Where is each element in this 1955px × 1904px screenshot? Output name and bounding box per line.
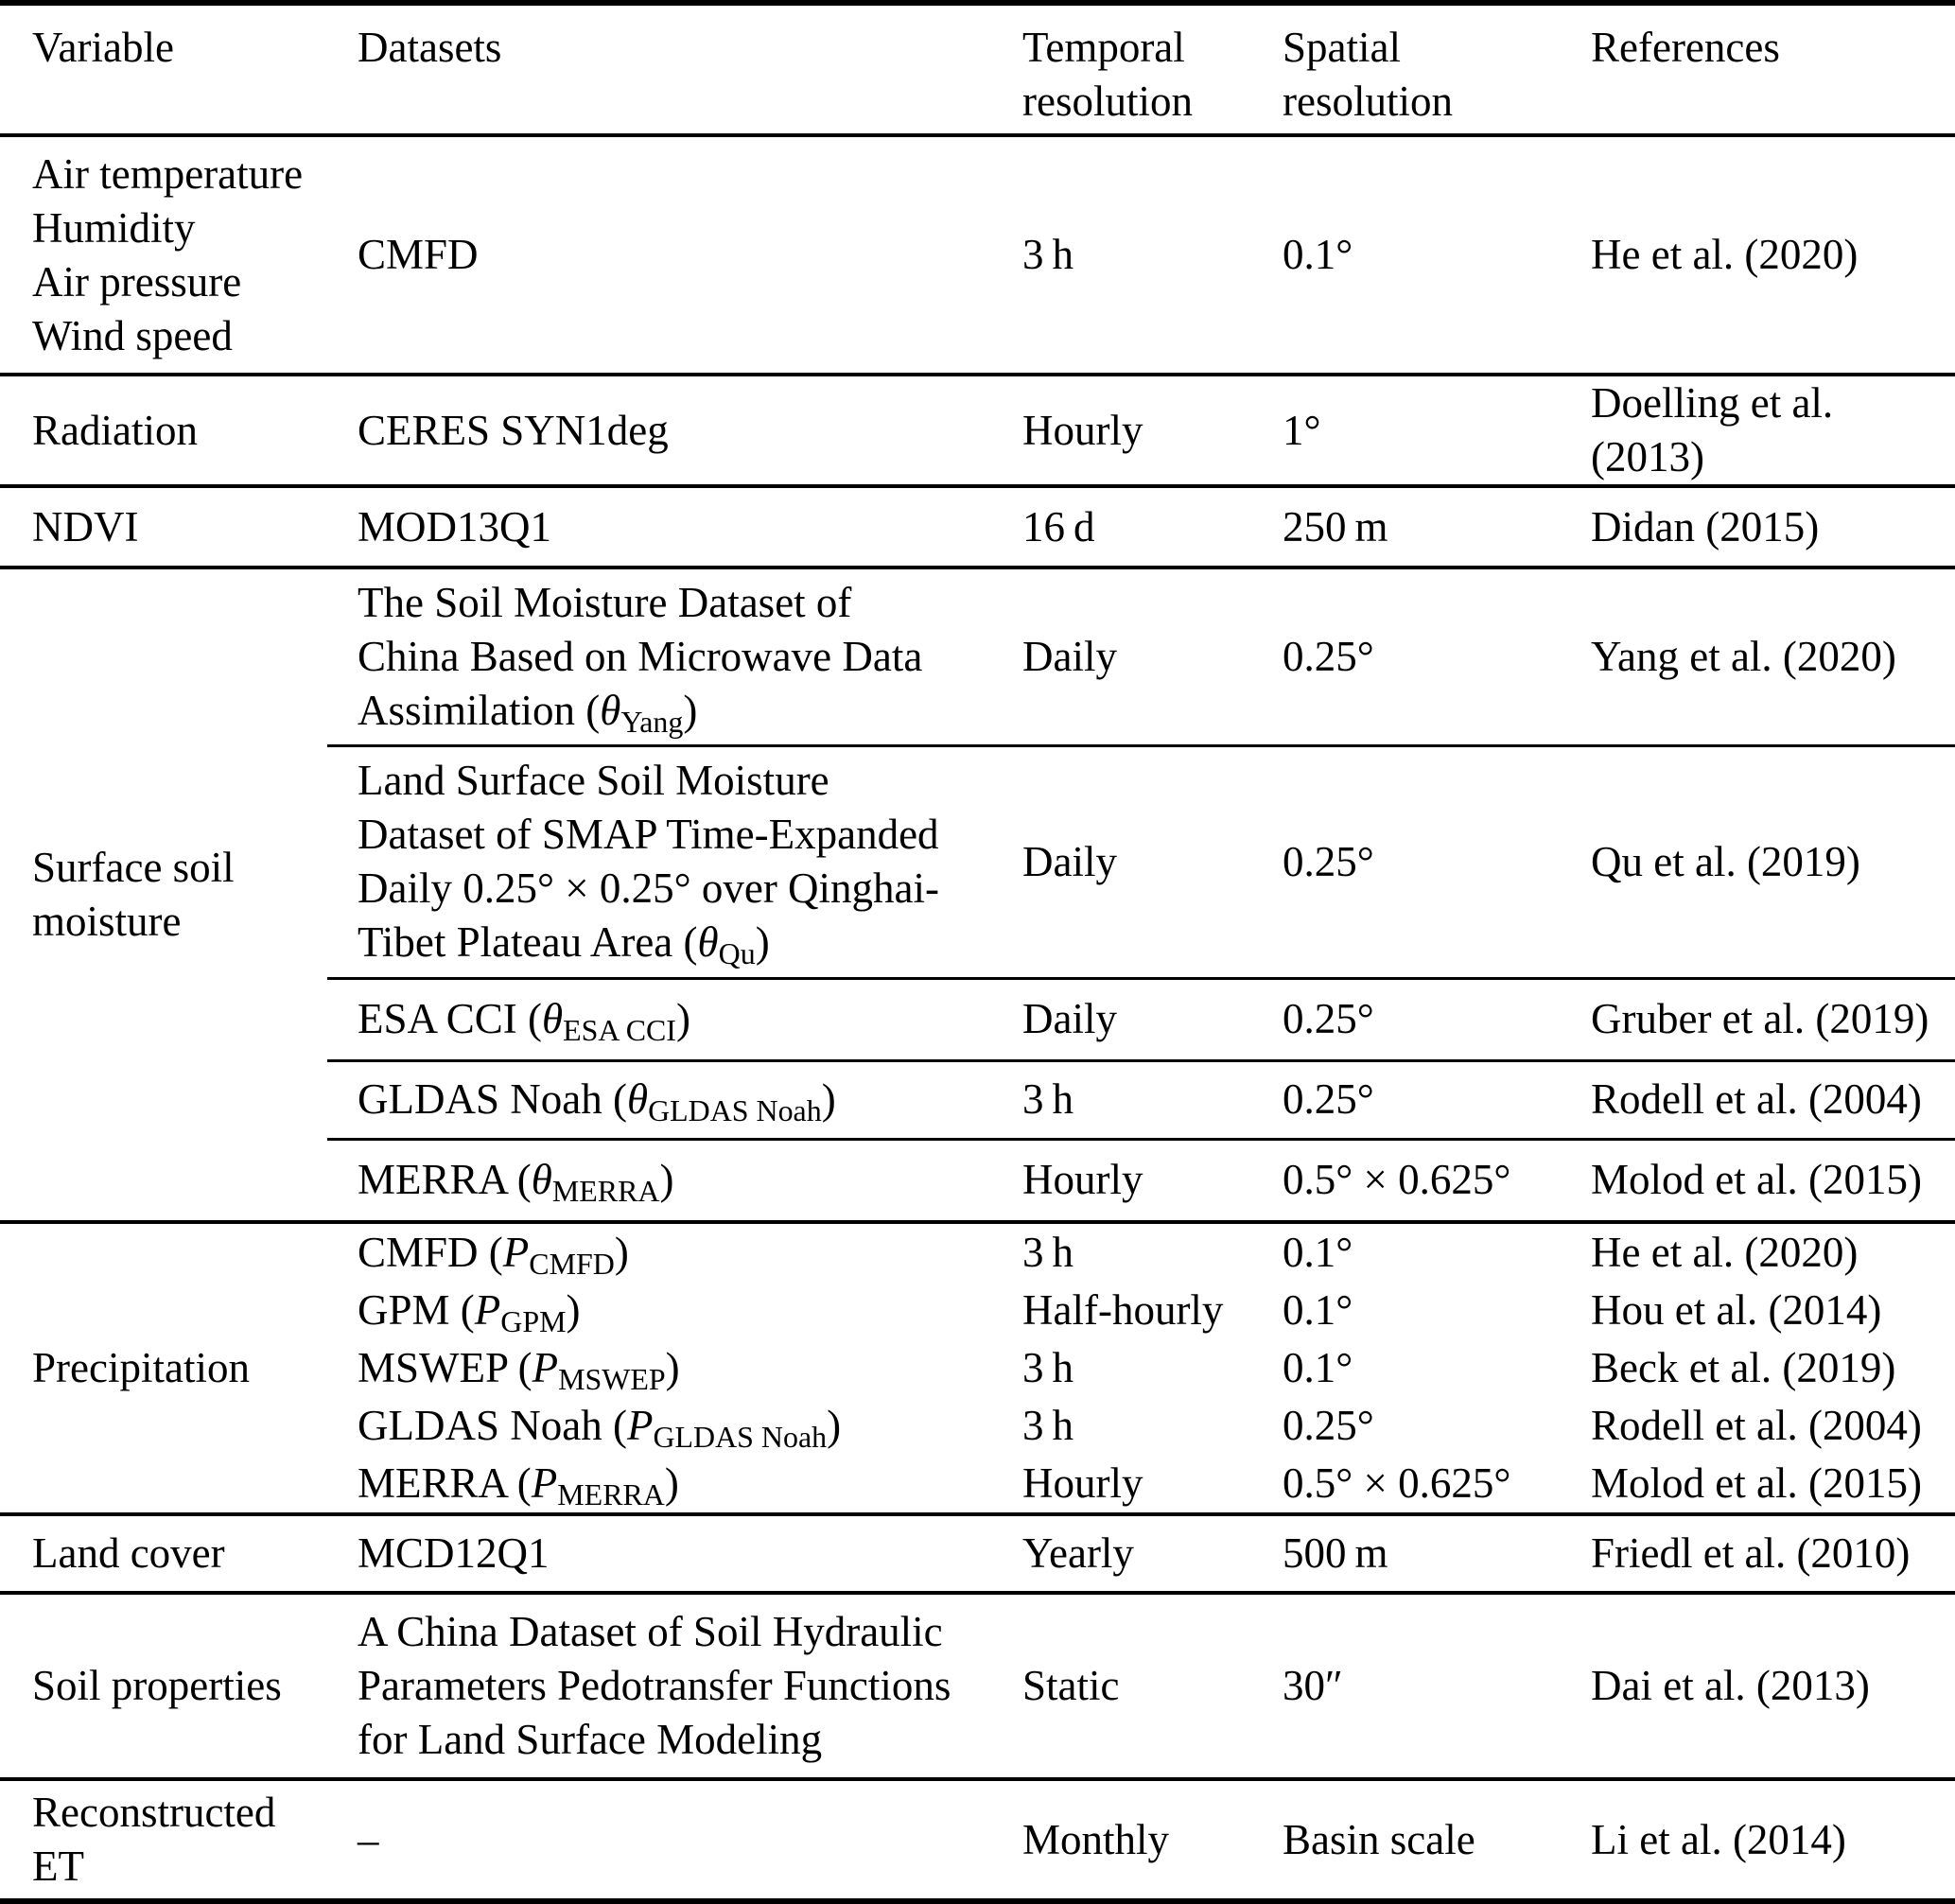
datasets-cell: MCD12Q1: [327, 1514, 991, 1593]
datasets-cell: CERES SYN1deg: [327, 375, 991, 486]
references-cell: Yang et al. (2020): [1561, 568, 1955, 745]
references-cell: He et al. (2020): [1561, 135, 1955, 375]
spatial-cell: 0.25°: [1251, 1060, 1561, 1139]
variable-cell: Precipitation: [0, 1222, 327, 1514]
header-datasets: Datasets: [358, 24, 502, 71]
header-row: [0, 3, 1955, 135]
spatial-cell: 250 m: [1251, 486, 1561, 568]
temporal-cell: Daily: [991, 978, 1251, 1060]
table-row-soil-moisture-yang: [0, 568, 1955, 745]
variable-cell: Radiation: [0, 375, 327, 486]
spatial-cell: 0.1°: [1251, 135, 1561, 375]
variable-cell: NDVI: [0, 486, 327, 568]
temporal-cell: Hourly: [991, 375, 1251, 486]
header-variable: Variable: [32, 24, 174, 71]
temporal-cell: Daily: [991, 568, 1251, 745]
temporal-cell: Monthly: [991, 1779, 1251, 1901]
header-spatial-resolution: Spatial resolution: [1283, 24, 1453, 125]
datasets-cell: CMFD $(P_{CMFD})$ GPM $(P_{GPM})$ MSWEP $(P_{MSWEP})$ GLDAS Noah $(P_{GLDAS Noah})$ MERRA $(P_{MERRA})$: [327, 1222, 991, 1514]
variable-cell-surface-soil-moisture: Surface soil moisture: [0, 568, 327, 1222]
references-cell: Gruber et al. (2019): [1561, 978, 1955, 1060]
spatial-cell: 0.25°: [1251, 978, 1561, 1060]
temporal-cell: 3 h: [991, 135, 1251, 375]
datasets-cell: A China Dataset of Soil Hydraulic Parameters Pedotransfer Functions for Land Surface Modeling: [327, 1593, 991, 1779]
references-cell: Li et al. (2014): [1561, 1779, 1955, 1901]
datasets-cell: MOD13Q1: [327, 486, 991, 568]
spatial-cell: Basin scale: [1251, 1779, 1561, 1901]
datasets-cell: Land Surface Soil Moisture Dataset of SMAP Time-Expanded Daily 0.25° × 0.25° over Qinghai- Tibet Plateau Area $(\theta_{Qu})$: [327, 745, 991, 978]
references-cell: Doelling et al. (2013): [1561, 375, 1955, 486]
variable-cell: Land cover: [0, 1514, 327, 1593]
table-row-reconstructed-et: [0, 1779, 1955, 1901]
spatial-cell: 1°: [1251, 375, 1561, 486]
temporal-cell: Static: [991, 1593, 1251, 1779]
temporal-cell: Yearly: [991, 1514, 1251, 1593]
variable-cell: Soil properties: [0, 1593, 327, 1779]
header-temporal-resolution: Temporal resolution: [1022, 24, 1193, 125]
references-cell: He et al. (2020) Hou et al. (2014) Beck et al. (2019) Rodell et al. (2004) Molod et al. (2015): [1561, 1222, 1955, 1514]
datasets-cell: GLDAS Noah $(\theta_{GLDAS Noah})$: [327, 1060, 991, 1139]
temporal-cell: 3 h: [991, 1060, 1251, 1139]
references-cell: Rodell et al. (2004): [1561, 1060, 1955, 1139]
datasets-cell: The Soil Moisture Dataset of China Based on Microwave Data Assimilation $(\theta_{Yang})$: [327, 568, 991, 745]
variable-cell: Air temperature Humidity Air pressure Wind speed: [0, 135, 327, 375]
temporal-cell: 3 h Half-hourly 3 h 3 h Hourly: [991, 1222, 1251, 1514]
datasets-cell: –: [327, 1779, 991, 1901]
temporal-cell: Daily: [991, 745, 1251, 978]
spatial-cell: 0.25°: [1251, 745, 1561, 978]
variable-cell: Reconstructed ET: [0, 1779, 327, 1901]
temporal-cell: Hourly: [991, 1139, 1251, 1222]
references-cell: Dai et al. (2013): [1561, 1593, 1955, 1779]
spatial-cell: 0.25°: [1251, 568, 1561, 745]
references-cell: Qu et al. (2019): [1561, 745, 1955, 978]
spatial-cell: 500 m: [1251, 1514, 1561, 1593]
datasets-cell: CMFD: [327, 135, 991, 375]
spatial-cell: 0.1° 0.1° 0.1° 0.25° 0.5° × 0.625°: [1251, 1222, 1561, 1514]
datasets-cell: MERRA $(\theta_{MERRA})$: [327, 1139, 991, 1222]
references-cell: Didan (2015): [1561, 486, 1955, 568]
spatial-cell: 30″: [1251, 1593, 1561, 1779]
references-cell: Friedl et al. (2010): [1561, 1514, 1955, 1593]
table-row-ndvi: [0, 486, 1955, 568]
header-references: References: [1591, 24, 1780, 71]
table-row-meteorology: [0, 135, 1955, 375]
table-header: [0, 3, 1955, 135]
temporal-cell: 16 d: [991, 486, 1251, 568]
table-row-land-cover: [0, 1514, 1955, 1593]
spatial-cell: 0.5° × 0.625°: [1251, 1139, 1561, 1222]
table-row-radiation: [0, 375, 1955, 486]
table-row-precipitation: [0, 1222, 1955, 1514]
references-cell: Molod et al. (2015): [1561, 1139, 1955, 1222]
table-body: [0, 135, 1955, 1901]
datasets-cell: ESA CCI $(\theta_{ESA CCI})$: [327, 978, 991, 1060]
table-row-soil-properties: [0, 1593, 1955, 1779]
